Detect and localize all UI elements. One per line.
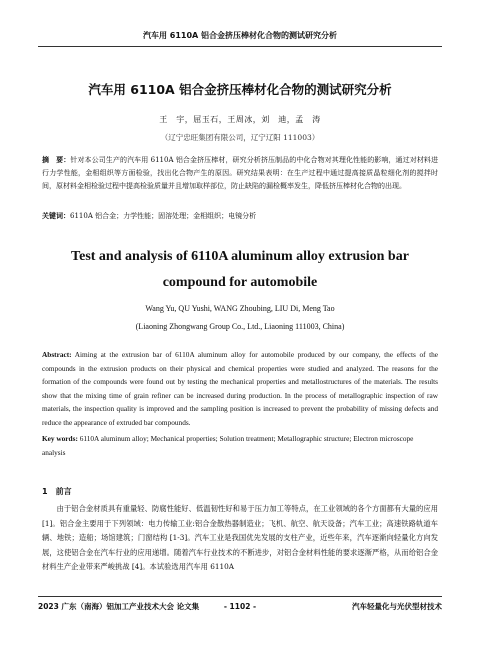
english-abstract-label: Abstract: xyxy=(42,350,72,359)
chinese-authors: 王 宇，屈玉石，王周冰，刘 迪，孟 涛 xyxy=(159,115,321,124)
chinese-abstract-label: 摘 要： xyxy=(42,156,71,164)
chinese-title: 汽车用 6110A 铝合金挤压棒材化合物的测试研究分析 xyxy=(88,82,392,97)
footer-session: 汽车轻量化与光伏型材技术 xyxy=(352,602,442,611)
english-abstract-text: Aiming at the extrusion bar of 6110A aluminum alloy for automobile produced by our company, the effects of the compounds in the extrusion products on their physical and chemical properties were studied and analyzed. The reasons for the formation of the compounds were found out by testing the mechanical properties and metallostructures of the materials. The results show that the mixing time of grain refiner can be increased during production. In the process of metallographic inspection of raw materials, the inspection quality is improved and the sampling position is increased to prevent the probability of missing defects and reduce the appearance of extruded bar compounds. xyxy=(42,350,439,427)
english-affiliation: (Liaoning Zhongwang Group Co., Ltd., Liaoning 111003, China) xyxy=(135,322,345,331)
english-keywords-text: 6110A aluminum alloy; Mechanical properties; Solution treatment; Metallographic structure; Electron microscope analysis xyxy=(42,434,414,457)
english-keywords xyxy=(42,432,438,459)
english-title: Test and analysis of 6110A aluminum alloy extrusion bar compound for automobile xyxy=(71,249,409,290)
running-header-title: 汽车用 6110A 铝合金挤压棒材化合物的测试研究分析 xyxy=(142,31,338,40)
chinese-keywords-label: 关键词： xyxy=(42,212,70,220)
chinese-abstract-text: 针对本公司生产的汽车用 6110A 铝合金挤压棒材，研究分析挤压制品的中化合物对其理化性能的影响，通过对材料进行力学性能，金相组织等方面检验，找出化合物产生的原因。研究结果表明：在生产过程中通过提高接质晶粒细化剂的搅拌时间，原材料金相检验过程中提高检验质量并且增加取样部位，防止缺陷的漏检概率发生，降低挤压棒材化合物的出现。 xyxy=(42,156,438,190)
english-keywords-label: Key words: xyxy=(42,434,78,443)
english-authors: Wang Yu, QU Yushi, WANG Zhoubing, LIU Di, Meng Tao xyxy=(145,304,335,313)
section-heading: 1 前言 xyxy=(42,487,72,496)
chinese-affiliation: （辽宁忠旺集团有限公司，辽宁辽阳 111003） xyxy=(160,133,320,142)
chinese-keywords xyxy=(42,210,438,222)
section-body: 由于铝合金材质具有重量轻、防腐性能好、低温韧性好和易于压力加工等特点，在工业领域的各个方面都有大量的应用 [1]。铝合金主要用于下列领域：电力传输工业:铝合金散热器制造业；飞机、航空、航天设备；汽车工业；高速铁路轨道车辆、地铁；造船；场馆建筑；门窗结构 [1-3]。汽车工业是我国优先发展的支柱产业，近些年来，汽车逐渐向轻量化方向发展，这使铝合金在汽车行业的应用递增。随着汽车行业技术的不断进步，对铝合金材料性能的要求逐渐严格，从而给铝合金材料生产企业带来严峻挑战 [4]。本试验选用汽车用 6110A xyxy=(42,504,438,572)
english-abstract xyxy=(42,348,438,430)
footer-page-number: - 1102 - xyxy=(223,602,257,611)
chinese-keywords-text: 6110A 铝合金；力学性能；固溶处理；金相组织；电镜分析 xyxy=(70,212,257,220)
running-footer xyxy=(38,596,442,613)
footer-proceedings: 2023 广东（南海）铝加工产业技术大会 论文集 xyxy=(38,602,200,611)
chinese-abstract xyxy=(42,154,438,193)
running-header xyxy=(38,28,442,47)
